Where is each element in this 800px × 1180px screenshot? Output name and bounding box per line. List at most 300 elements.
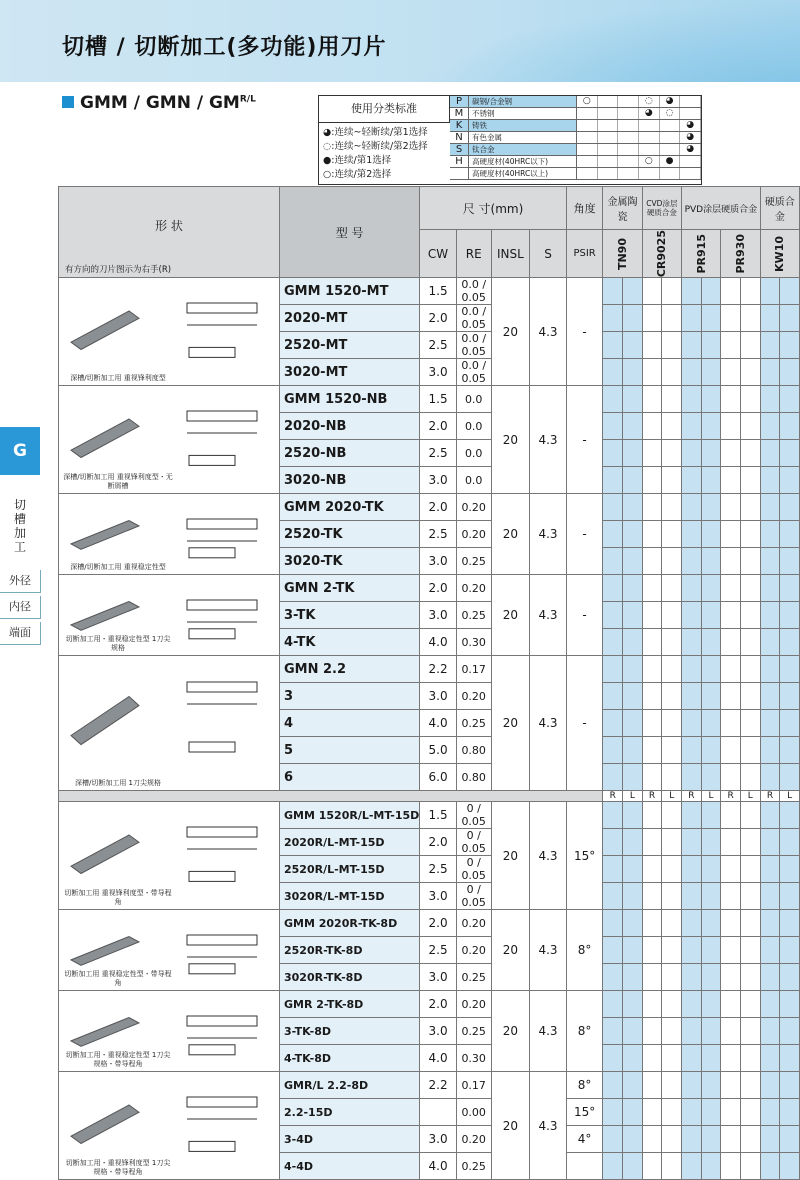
re-cell: 0.25 — [456, 602, 491, 629]
material-code: S — [450, 144, 469, 155]
cw-cell: 1.5 — [420, 278, 457, 305]
grade-cell — [603, 548, 623, 575]
grade-cell — [662, 602, 682, 629]
classification-rows — [450, 96, 701, 180]
grade-cell — [642, 1099, 662, 1126]
grade-cell — [760, 629, 780, 656]
grade-cell — [721, 467, 741, 494]
grade-cell — [642, 629, 662, 656]
subtitle-sup: R/L — [239, 94, 256, 105]
grade-mark — [660, 168, 681, 179]
grade-cell — [682, 829, 702, 856]
grade-cell — [682, 910, 702, 937]
side-tab-face[interactable]: 端面 — [0, 622, 41, 645]
grade-cell — [662, 883, 682, 910]
grade-cell — [741, 548, 761, 575]
classification-row — [450, 132, 701, 144]
grade-cell — [623, 1126, 643, 1153]
shape-caption: 切断加工用 重视稳定性型・带导程角 — [64, 970, 172, 988]
cw-cell: 1.5 — [420, 802, 457, 829]
re-cell: 0.20 — [456, 991, 491, 1018]
grade-cell — [603, 991, 623, 1018]
header-cw: CW — [420, 230, 457, 278]
grade-cell — [662, 710, 682, 737]
grade-cell — [603, 1153, 623, 1180]
grade-cell — [780, 1072, 800, 1099]
grade-cell — [682, 1153, 702, 1180]
grade-cell — [741, 937, 761, 964]
grade-cell — [721, 494, 741, 521]
grade-cell — [603, 629, 623, 656]
grade-cell — [603, 305, 623, 332]
rl-label: L — [662, 791, 682, 802]
psir-cell: 4° — [566, 1126, 603, 1153]
grade-cell — [623, 467, 643, 494]
grade-cell — [682, 467, 702, 494]
cw-cell: 3.0 — [420, 548, 457, 575]
grade-label: TN90 — [616, 237, 630, 270]
grade-cell — [642, 737, 662, 764]
model-cell: 3020R-TK-8D — [280, 964, 420, 991]
cw-cell: 2.0 — [420, 575, 457, 602]
grade-cell — [682, 602, 702, 629]
grade-cell — [780, 737, 800, 764]
grade-cell — [682, 413, 702, 440]
insert-diagram — [59, 501, 279, 565]
grade-cell — [662, 656, 682, 683]
cw-cell: 2.0 — [420, 413, 457, 440]
grade-cell — [662, 548, 682, 575]
grade-cell — [603, 856, 623, 883]
grade-cell — [682, 629, 702, 656]
grade-mark — [680, 96, 701, 107]
grade-cell — [662, 1018, 682, 1045]
model-cell: 2020-NB — [280, 413, 420, 440]
re-cell: 0.25 — [456, 964, 491, 991]
cw-cell: 3.0 — [420, 1126, 457, 1153]
grade-cell — [662, 440, 682, 467]
grade-cell — [760, 964, 780, 991]
grade-cell — [623, 1018, 643, 1045]
grade-cell — [623, 521, 643, 548]
grade-cell — [662, 1045, 682, 1072]
grade-cell — [741, 764, 761, 791]
header-psir: PSIR — [566, 230, 603, 278]
grade-cell — [603, 1099, 623, 1126]
grade-mark — [598, 132, 619, 143]
model-cell: 5 — [280, 737, 420, 764]
grade-cell — [721, 937, 741, 964]
grade-cell — [623, 278, 643, 305]
grade-cell — [760, 602, 780, 629]
grade-cell — [662, 1072, 682, 1099]
shape-caption: 深槽/切断加工用 1刀尖规格 — [74, 779, 162, 788]
psir-cell: 8° — [566, 1072, 603, 1099]
grade-cell — [682, 764, 702, 791]
grade-cell — [721, 656, 741, 683]
shape-caption: 深槽/切断加工用 重视锋利度型・无断屑槽 — [63, 473, 173, 491]
grade-cell — [682, 359, 702, 386]
material-name: 铸铁 — [469, 120, 577, 131]
grade-cell — [682, 683, 702, 710]
grade-cell — [623, 764, 643, 791]
rl-label: L — [623, 791, 643, 802]
grade-cell — [603, 964, 623, 991]
grade-mark — [660, 132, 681, 143]
s-cell: 4.3 — [530, 494, 567, 575]
grade-cell — [780, 964, 800, 991]
grade-cell — [741, 440, 761, 467]
grade-cell — [603, 1045, 623, 1072]
table-row — [59, 386, 800, 413]
cw-cell: 3.0 — [420, 602, 457, 629]
grade-mark — [680, 108, 701, 119]
grade-cell — [741, 910, 761, 937]
grade-cell — [603, 910, 623, 937]
square-bullet-icon — [62, 96, 74, 108]
grade-cell — [701, 278, 721, 305]
grade-cell — [662, 829, 682, 856]
grade-cell — [682, 575, 702, 602]
model-cell: 2020-MT — [280, 305, 420, 332]
grade-mark — [639, 120, 660, 131]
classification-row — [450, 144, 701, 156]
grade-cell — [780, 856, 800, 883]
grade-cell — [701, 494, 721, 521]
grade-cell — [623, 548, 643, 575]
grade-cell — [662, 467, 682, 494]
grade-mark: ◕ — [680, 132, 701, 143]
grade-cell — [701, 332, 721, 359]
grade-cell — [741, 964, 761, 991]
model-cell: 3020-TK — [280, 548, 420, 575]
model-cell: 3 — [280, 683, 420, 710]
grade-cell — [780, 764, 800, 791]
cw-cell: 2.0 — [420, 991, 457, 1018]
grade-cell — [701, 910, 721, 937]
classification-header: 使用分类标准 — [319, 96, 450, 123]
grade-mark: ◕ — [639, 108, 660, 119]
psir-cell: - — [566, 278, 603, 386]
grade-cell — [701, 440, 721, 467]
grade-cell — [603, 1126, 623, 1153]
header-shape — [59, 187, 280, 278]
psir-cell: 8° — [566, 910, 603, 991]
grade-cell — [760, 1018, 780, 1045]
grade-cell — [623, 1072, 643, 1099]
grade-mark — [577, 120, 598, 131]
grade-cell — [642, 359, 662, 386]
grade-cell — [682, 521, 702, 548]
grade-cell — [701, 386, 721, 413]
header-shape-note: 有方向的刀片图示为右手(R) — [65, 265, 172, 276]
grade-cell — [760, 1072, 780, 1099]
grade-cell — [662, 683, 682, 710]
re-cell: 0.0 — [456, 440, 491, 467]
psir-cell: - — [566, 494, 603, 575]
grade-cell — [701, 1153, 721, 1180]
cw-cell: 6.0 — [420, 764, 457, 791]
grade-cell — [741, 683, 761, 710]
grade-cell — [623, 937, 643, 964]
model-cell: 4 — [280, 710, 420, 737]
material-marks — [577, 156, 701, 167]
grade-cell — [603, 710, 623, 737]
grade-cell — [623, 359, 643, 386]
grade-cell — [623, 332, 643, 359]
rl-label: L — [741, 791, 761, 802]
grade-mark — [618, 144, 639, 155]
grade-cell — [603, 386, 623, 413]
grade-cell — [741, 1018, 761, 1045]
grade-cell — [662, 764, 682, 791]
table-row — [59, 575, 800, 602]
grade-cell — [701, 856, 721, 883]
grade-cell — [682, 802, 702, 829]
grade-label: PR930 — [733, 233, 747, 274]
classification-row — [450, 108, 701, 120]
shape-cell — [59, 575, 280, 656]
grade-cell — [603, 467, 623, 494]
grade-mark — [639, 144, 660, 155]
grade-cell — [642, 802, 662, 829]
insl-cell: 20 — [491, 494, 530, 575]
grade-cell — [662, 305, 682, 332]
grade-cell — [741, 305, 761, 332]
grade-cell — [760, 386, 780, 413]
grade-cell — [780, 548, 800, 575]
grade-cell — [701, 1072, 721, 1099]
grade-cell — [623, 629, 643, 656]
s-cell: 4.3 — [530, 802, 567, 910]
grade-cell — [780, 494, 800, 521]
re-cell: 0.30 — [456, 1045, 491, 1072]
grade-mark — [577, 156, 598, 167]
grade-cell — [662, 575, 682, 602]
side-tab-outer[interactable]: 外径 — [0, 570, 41, 593]
grade-cell — [603, 521, 623, 548]
material-marks — [577, 168, 701, 179]
grade-cell — [682, 937, 702, 964]
grade-cell — [682, 440, 702, 467]
grade-cell — [701, 602, 721, 629]
grade-cell — [741, 602, 761, 629]
header-grade-pr915 — [682, 230, 721, 278]
grade-mark — [618, 96, 639, 107]
grade-cell — [682, 1018, 702, 1045]
page-title: 切槽 / 切断加工(多功能)用刀片 — [62, 35, 387, 60]
grade-cell — [721, 1018, 741, 1045]
material-marks — [577, 120, 701, 131]
grade-cell — [741, 737, 761, 764]
grade-cell — [760, 656, 780, 683]
shape-caption: 深槽/切断加工用 重视锋利度型 — [70, 374, 166, 383]
re-cell: 0.20 — [456, 575, 491, 602]
grade-cell — [760, 802, 780, 829]
grade-cell — [623, 1099, 643, 1126]
grade-cell — [662, 413, 682, 440]
grade-cell — [603, 829, 623, 856]
re-cell: 0.25 — [456, 710, 491, 737]
cw-cell: 4.0 — [420, 1153, 457, 1180]
shape-caption: 切断加工用 重视锋利度型・带导程角 — [64, 889, 172, 907]
grade-cell — [682, 883, 702, 910]
grade-mark — [680, 156, 701, 167]
re-cell: 0.0 / 0.05 — [456, 332, 491, 359]
grade-cell — [780, 656, 800, 683]
shape-cell — [59, 802, 280, 910]
grade-cell — [682, 548, 702, 575]
grade-mark — [618, 168, 639, 179]
grade-cell — [741, 991, 761, 1018]
model-cell: GMM 2020-TK — [280, 494, 420, 521]
insl-cell: 20 — [491, 802, 530, 910]
grade-cell — [760, 937, 780, 964]
side-tab-inner[interactable]: 内径 — [0, 596, 41, 619]
psir-cell: 8° — [566, 991, 603, 1072]
grade-cell — [662, 856, 682, 883]
cw-cell: 2.0 — [420, 829, 457, 856]
grade-cell — [662, 359, 682, 386]
grade-mark — [577, 132, 598, 143]
model-cell: 4-4D — [280, 1153, 420, 1180]
model-cell: GMR 2-TK-8D — [280, 991, 420, 1018]
grade-cell — [701, 937, 721, 964]
grade-cell — [662, 964, 682, 991]
grade-cell — [642, 1018, 662, 1045]
grade-cell — [603, 278, 623, 305]
insert-diagram — [59, 809, 279, 899]
grade-cell — [682, 737, 702, 764]
re-cell: 0.20 — [456, 521, 491, 548]
cw-cell: 2.0 — [420, 910, 457, 937]
insert-diagram — [59, 285, 279, 375]
grade-mark — [660, 120, 681, 131]
grade-cell — [780, 1099, 800, 1126]
grade-cell — [682, 305, 702, 332]
grade-cell — [603, 602, 623, 629]
grade-mark: ◕ — [680, 120, 701, 131]
grade-cell — [623, 737, 643, 764]
shape-caption: 深槽/切断加工用 重视稳定性型 — [70, 563, 166, 572]
cw-cell: 3.0 — [420, 883, 457, 910]
re-cell: 0.80 — [456, 737, 491, 764]
grade-cell — [642, 575, 662, 602]
grade-cell — [662, 802, 682, 829]
material-marks — [577, 132, 701, 143]
header-angle: 角度 — [566, 187, 603, 230]
grade-cell — [760, 440, 780, 467]
shape-cell — [59, 910, 280, 991]
material-name: 钛合金 — [469, 144, 577, 155]
material-name: 高硬度材(40HRC以上) — [469, 168, 577, 179]
insl-cell: 20 — [491, 386, 530, 494]
cw-cell: 4.0 — [420, 1045, 457, 1072]
grade-cell — [623, 883, 643, 910]
grade-cell — [603, 1072, 623, 1099]
grade-cell — [642, 883, 662, 910]
header-dims: 尺 寸(mm) — [420, 187, 567, 230]
grade-cell — [603, 359, 623, 386]
header-pvd: PVD涂层硬质合金 — [682, 187, 761, 230]
grade-cell — [721, 991, 741, 1018]
product-table — [58, 186, 800, 1180]
model-cell: 3-4D — [280, 1126, 420, 1153]
grade-cell — [623, 910, 643, 937]
grade-cell — [623, 386, 643, 413]
insert-diagram — [59, 1079, 279, 1169]
grade-cell — [662, 1153, 682, 1180]
material-marks — [577, 108, 701, 119]
re-cell: 0 / 0.05 — [456, 829, 491, 856]
psir-cell — [566, 1153, 603, 1180]
header-model: 型 号 — [280, 187, 420, 278]
s-cell: 4.3 — [530, 278, 567, 386]
material-marks — [577, 96, 701, 107]
insl-cell: 20 — [491, 910, 530, 991]
table-row — [59, 1072, 800, 1099]
header-grade-pr930 — [721, 230, 760, 278]
header-cvd: CVD涂层硬质合金 — [642, 187, 681, 230]
grade-cell — [701, 764, 721, 791]
grade-cell — [741, 1045, 761, 1072]
grade-cell — [760, 856, 780, 883]
grade-cell — [741, 629, 761, 656]
grade-cell — [603, 656, 623, 683]
grade-cell — [741, 710, 761, 737]
grade-cell — [701, 1018, 721, 1045]
grade-cell — [642, 964, 662, 991]
insert-diagram — [59, 393, 279, 483]
grade-cell — [642, 494, 662, 521]
grade-cell — [603, 737, 623, 764]
subtitle-text: GMM / GMN / GM — [80, 93, 240, 113]
side-letter-tab[interactable]: G — [0, 427, 40, 475]
cw-cell: 2.2 — [420, 1072, 457, 1099]
grade-cell — [642, 1153, 662, 1180]
table-row — [59, 991, 800, 1018]
shape-cell — [59, 1072, 280, 1180]
section-subtitle — [62, 93, 256, 113]
grade-cell — [721, 521, 741, 548]
re-cell: 0 / 0.05 — [456, 883, 491, 910]
grade-cell — [780, 883, 800, 910]
classification-legend — [323, 126, 451, 182]
shape-cell — [59, 278, 280, 386]
header-cermet: 金属陶瓷 — [603, 187, 642, 230]
grade-mark: ◕ — [660, 96, 681, 107]
rl-label: R — [642, 791, 662, 802]
grade-cell — [603, 937, 623, 964]
rl-label: L — [780, 791, 800, 802]
grade-cell — [662, 1099, 682, 1126]
re-cell: 0.17 — [456, 1072, 491, 1099]
grade-cell — [760, 710, 780, 737]
grade-label: CR9025 — [655, 230, 669, 278]
grade-cell — [780, 467, 800, 494]
header-grade-tn90 — [603, 230, 642, 278]
grade-cell — [701, 521, 721, 548]
header-carbide: 硬质合金 — [760, 187, 799, 230]
grade-mark: ● — [660, 156, 681, 167]
grade-cell — [662, 737, 682, 764]
grade-cell — [682, 856, 702, 883]
grade-cell — [682, 332, 702, 359]
grade-cell — [701, 467, 721, 494]
grade-cell — [603, 332, 623, 359]
grade-cell — [623, 710, 643, 737]
grade-mark — [680, 168, 701, 179]
